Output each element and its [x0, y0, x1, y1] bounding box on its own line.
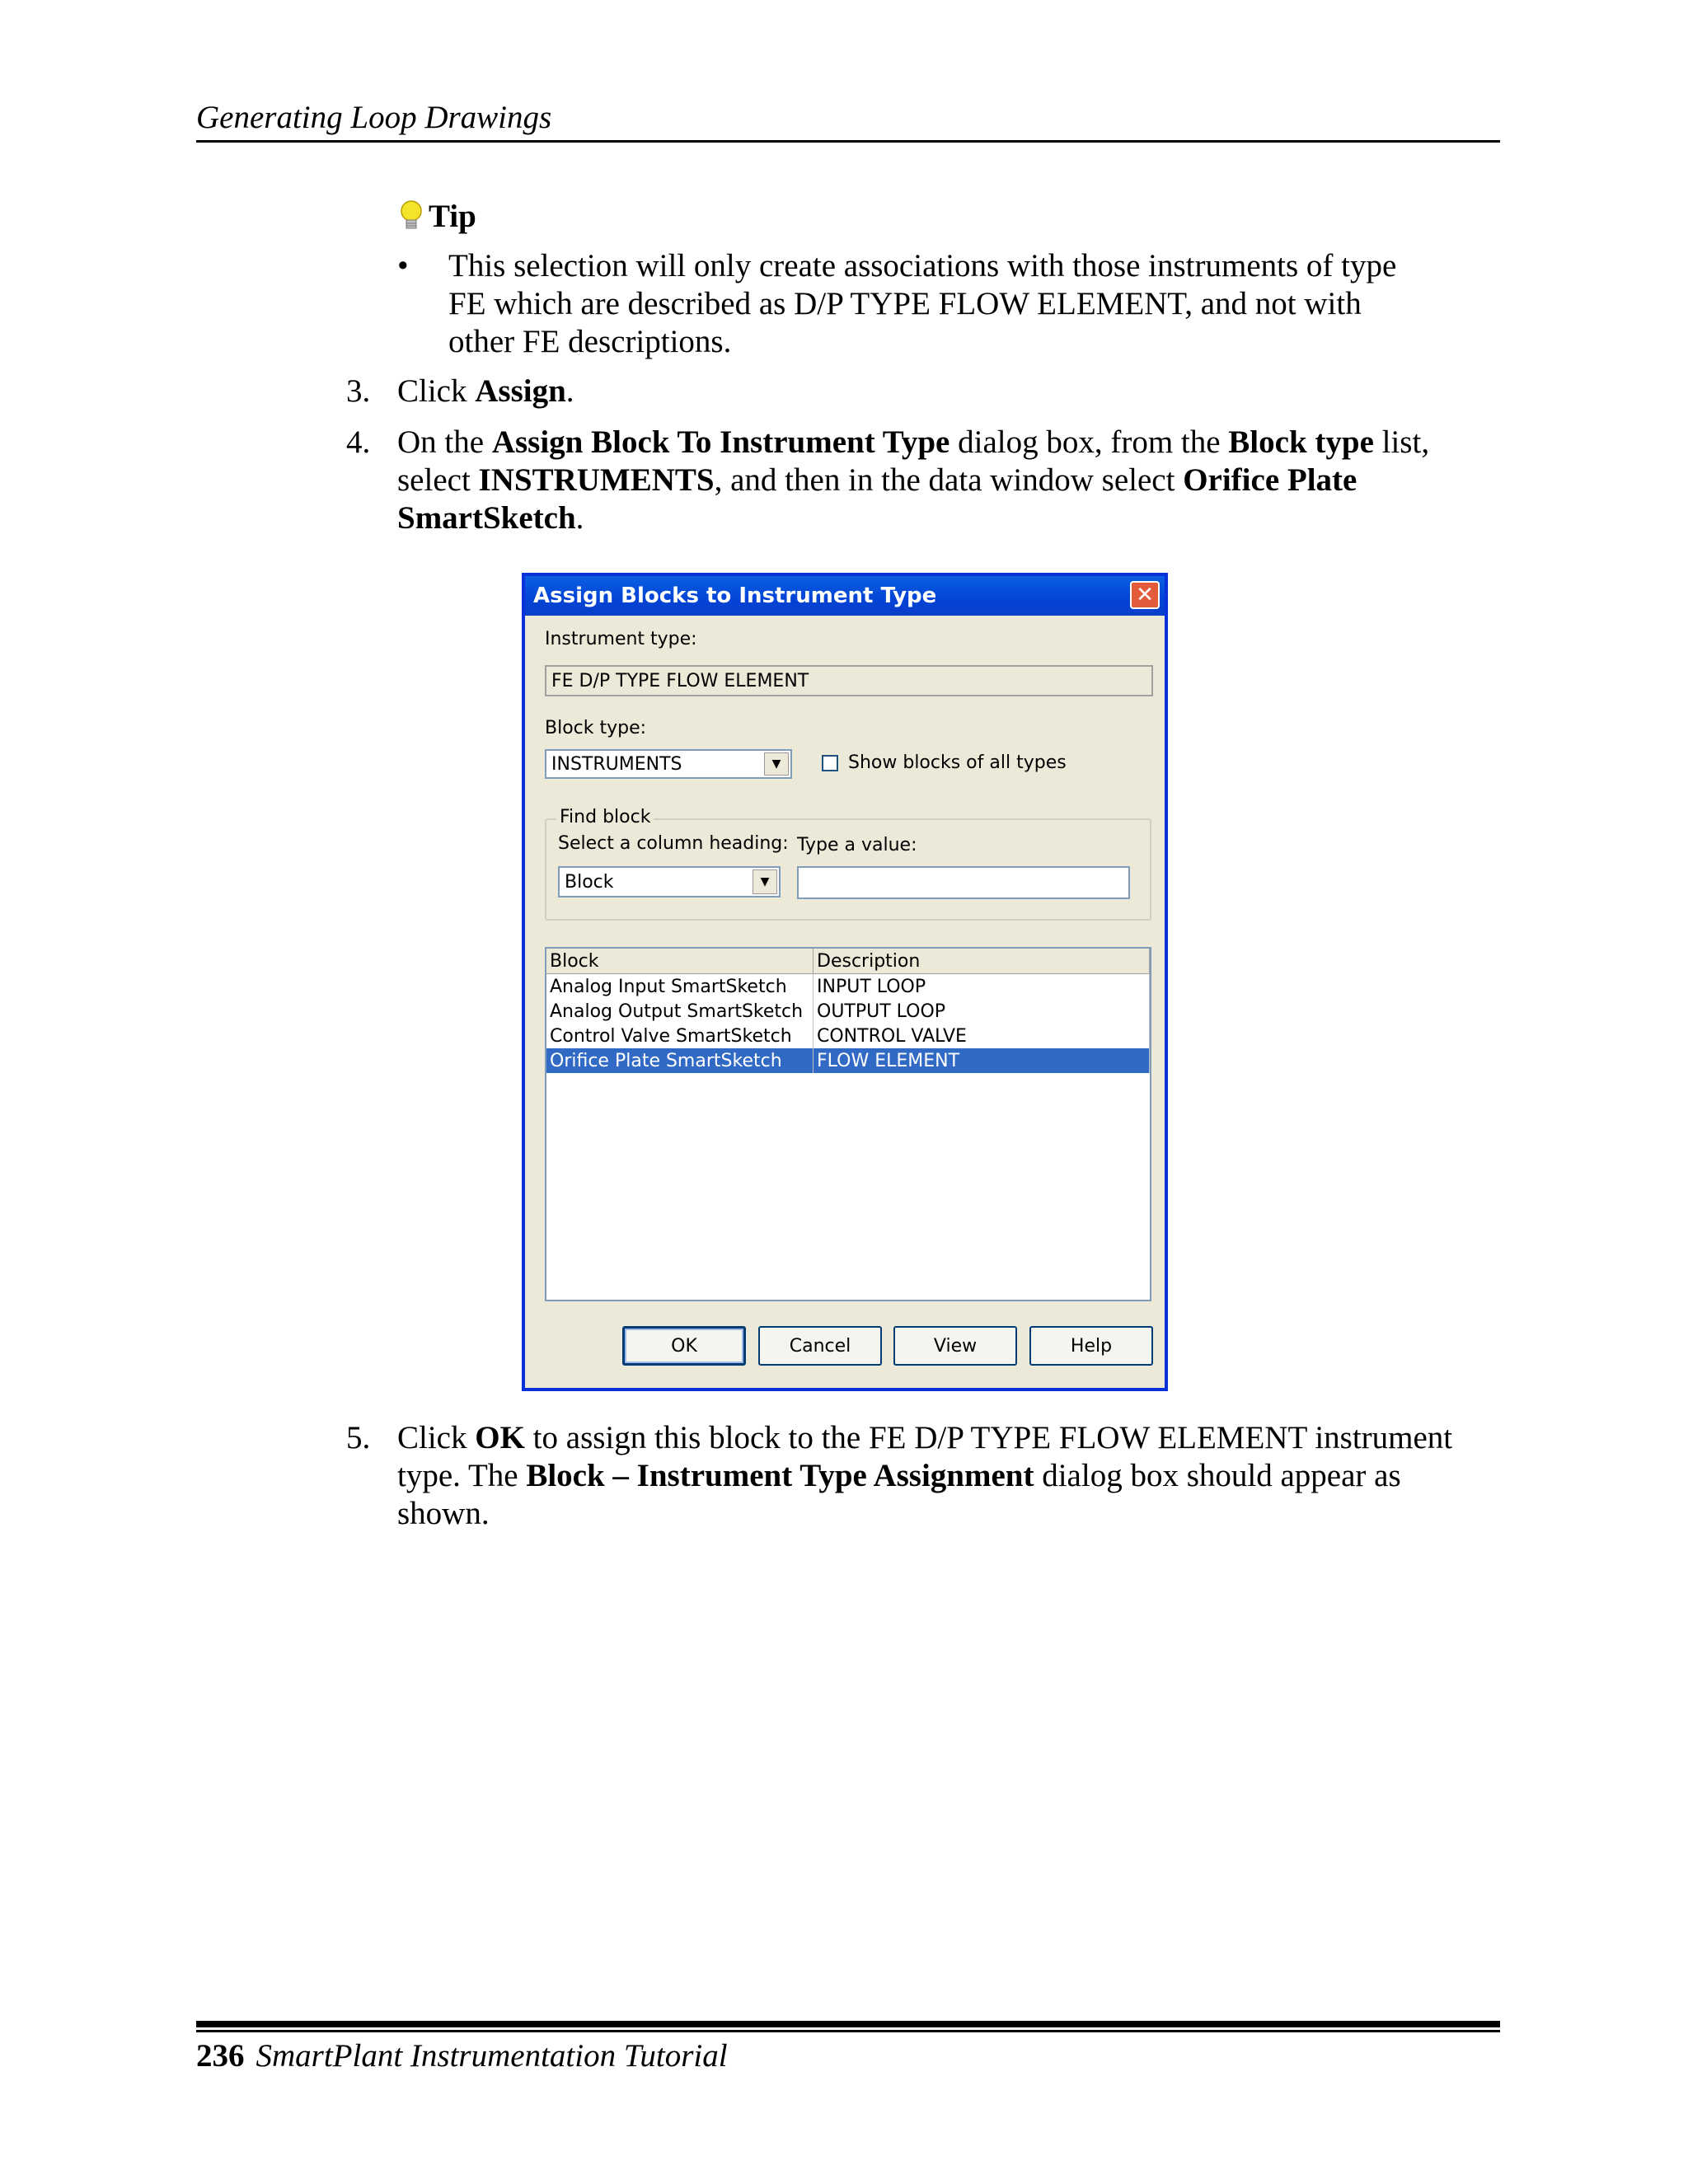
column-heading-label: Select a column heading: — [558, 833, 789, 854]
grid-header-block[interactable]: Block — [546, 949, 814, 973]
step-number: 4. — [346, 424, 371, 460]
text-run: to assign this block to the FE D/P TYPE FLOW ELEMENT instrument type. The — [397, 1420, 1453, 1493]
table-row[interactable] — [546, 999, 1150, 1024]
bullet-dot: • — [397, 248, 409, 284]
step-4 — [346, 424, 1467, 537]
step-text — [397, 373, 1500, 410]
cancel-button[interactable]: Cancel — [758, 1326, 882, 1366]
grid-cell: Orifice Plate SmartSketch — [546, 1048, 814, 1073]
close-button[interactable] — [1130, 581, 1160, 609]
book-title: SmartPlant Instrumentation Tutorial — [256, 2038, 728, 2074]
grid-cell: Analog Output SmartSketch — [546, 999, 814, 1024]
instrument-type-field — [545, 665, 1153, 696]
step-number: 3. — [346, 373, 371, 409]
instrument-type-value: FE D/P TYPE FLOW ELEMENT — [551, 670, 809, 691]
show-all-checkbox-row[interactable] — [822, 752, 1067, 773]
grid-cell: INPUT LOOP — [814, 974, 1150, 999]
step-number: 5. — [346, 1420, 371, 1455]
footer-rule-thin — [196, 2030, 1500, 2032]
table-row[interactable] — [546, 1024, 1150, 1048]
bold-run: Assign — [475, 373, 566, 409]
blocks-grid[interactable] — [545, 947, 1151, 1301]
text-run: dialog box, from the — [950, 424, 1229, 460]
text-run: . — [575, 500, 584, 536]
assign-blocks-dialog — [522, 573, 1168, 1391]
page-number: 236 — [196, 2038, 245, 2074]
tip-bullet-text: This selection will only create associations with those instruments of type FE which are described as D/P TYPE FLOW ELEMENT, and not with other FE descriptions. — [448, 248, 1397, 359]
instrument-type-label: Instrument type: — [545, 629, 697, 649]
bold-run: Assign Block To Instrument Type — [491, 424, 950, 460]
step-text — [397, 424, 1467, 537]
show-all-label: Show blocks of all types — [848, 752, 1067, 773]
block-type-select[interactable] — [545, 749, 792, 779]
text-run: , and then in the data window select — [714, 462, 1184, 498]
find-block-label: Find block — [556, 807, 654, 827]
table-row-selected[interactable] — [546, 1048, 1150, 1073]
bold-run: Orifice Plate SmartSketch — [397, 462, 1357, 536]
column-heading-value: Block — [565, 871, 614, 893]
text-run: On the — [397, 424, 492, 460]
text-run: Click — [397, 373, 476, 409]
help-button[interactable]: Help — [1029, 1326, 1153, 1366]
tip-heading — [397, 198, 476, 235]
dialog-title: Assign Blocks to Instrument Type — [533, 583, 937, 608]
tip-label: Tip — [429, 199, 476, 234]
grid-cell: FLOW ELEMENT — [814, 1048, 1150, 1073]
text-run: dialog box should appear as shown. — [397, 1458, 1401, 1531]
lightbulb-icon — [397, 199, 425, 235]
dialog-title-bar — [525, 576, 1165, 616]
ok-button[interactable]: OK — [622, 1326, 746, 1366]
chevron-down-icon[interactable]: ▼ — [764, 752, 789, 776]
running-footer — [196, 2036, 728, 2077]
step-3 — [346, 373, 1500, 410]
bold-run: Block type — [1228, 424, 1374, 460]
block-type-label: Block type: — [545, 718, 647, 738]
text-run: Click — [397, 1420, 476, 1455]
step-text — [397, 1419, 1500, 1533]
block-type-value: INSTRUMENTS — [551, 753, 682, 775]
footer-rule-thick — [196, 2021, 1500, 2027]
grid-cell: CONTROL VALVE — [814, 1024, 1150, 1048]
type-value-input[interactable] — [797, 866, 1130, 899]
grid-cell: Control Valve SmartSketch — [546, 1024, 814, 1048]
column-heading-select[interactable] — [558, 866, 781, 898]
table-row[interactable] — [546, 974, 1150, 999]
grid-header-description[interactable]: Description — [814, 949, 1150, 973]
bold-run: INSTRUMENTS — [478, 462, 715, 498]
show-all-checkbox[interactable] — [822, 755, 838, 771]
chevron-down-icon[interactable]: ▼ — [753, 869, 777, 894]
type-value-label: Type a value: — [797, 835, 917, 855]
grid-cell: OUTPUT LOOP — [814, 999, 1150, 1024]
step-5 — [346, 1419, 1500, 1533]
text-run: . — [565, 373, 574, 409]
grid-cell: Analog Input SmartSketch — [546, 974, 814, 999]
close-icon: ✕ — [1136, 583, 1154, 607]
text-run: list, select — [397, 424, 1430, 498]
tip-bullet — [397, 247, 1419, 361]
view-button[interactable]: View — [893, 1326, 1017, 1366]
bold-run: OK — [475, 1420, 525, 1455]
bold-run: Block – Instrument Type Assignment — [526, 1458, 1034, 1493]
grid-header — [546, 949, 1150, 974]
running-header: Generating Loop Drawings — [196, 97, 1500, 143]
